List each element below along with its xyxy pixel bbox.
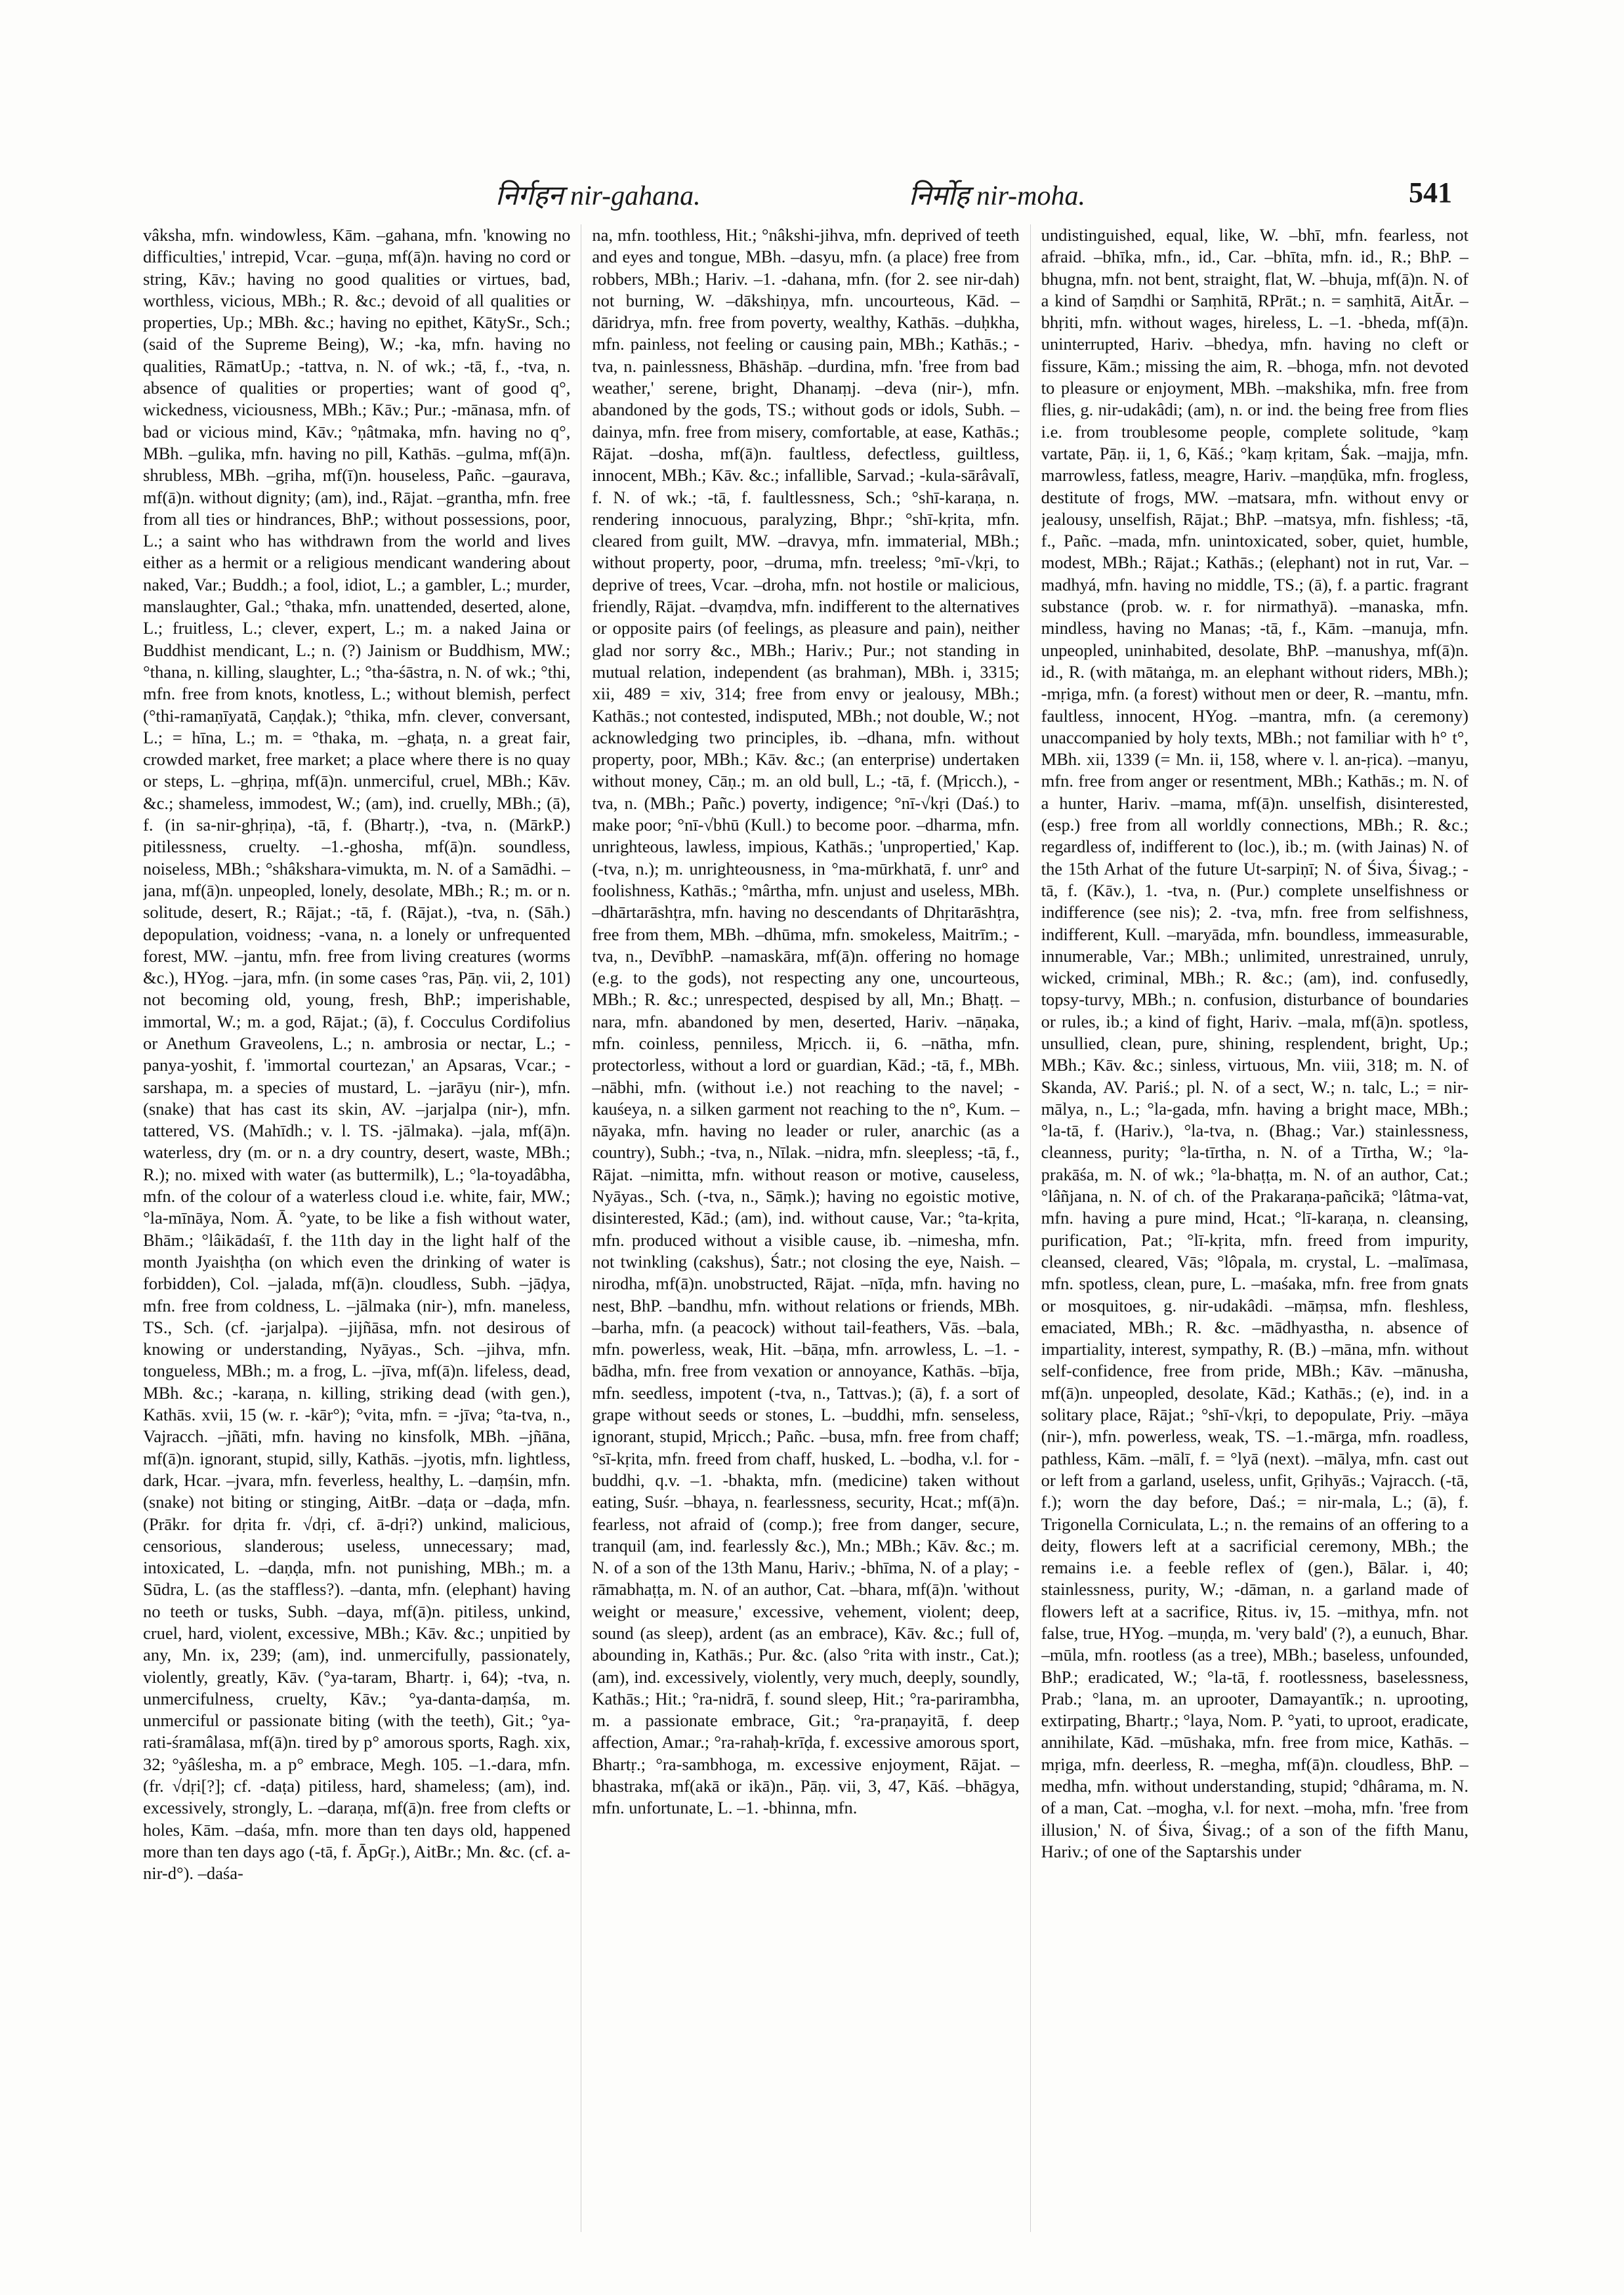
header-right-headword: निर्मोह nir-moha. <box>909 181 1085 211</box>
header-left-headword: निर्गहन nir-gahana. <box>495 181 701 211</box>
column-1-text: vâksha, mfn. windowless, Kām. –gahana, mfn. 'knowing no difficulties,' intrepid, Vcar. –guṇa, mf(ā)n. having no cord or string, Kāv.; having no good qualities or virtues, bad, worthless, vicious, MBh.; R. &c.; devoid of all qualities or properties, Up.; MBh. &c.; having no epithet, KātySr., Sch.; (said of the Supreme Being), W.; -ka, mfn. having no qualities, RāmatUp.; -tattva, n. N. of wk.; -tā, f., -tva, n. absence of qualities or properties; want of good q°, wickedness, viciousness, MBh.; Kāv.; Pur.; -mānasa, mfn. of bad or vicious mind, Kāv.; °ṇâtmaka, mfn. having no q°, MBh. –gulika, mfn. having no pill, Kathās. –gulma, mf(ā)n. shrubless, MBh. –gṛiha, mf(ī)n. houseless, Pañc. –gaurava, mf(ā)n. without dignity; (am), ind., Rājat. –grantha, mfn. free from all ties or hindrances, BhP.; without possessions, poor, L.; a saint who has withdrawn from the world and lives either as a hermit or a religious mendicant wandering about naked, Var.; Buddh.; a fool, idiot, L.; a gambler, L.; murder, manslaughter, Gal.; °thaka, mfn. unattended, deserted, alone, L.; fruitless, L.; clever, expert, L.; m. a naked Jaina or Buddhist mendicant, L.; n. (?) Jainism or Buddhism, MW.; °thana, n. killing, slaughter, L.; °tha-śāstra, n. N. of wk.; °thi, mfn. free from knots, knotless, L.; without blemish, perfect (°thi-ramaṇīyatā, Caṇḍak.); °thika, mfn. clever, conversant, L.; = hīna, L.; m. = °thaka, m. –ghaṭa, n. a great fair, crowded market, free market; a place where there is no quay or steps, L. –ghṛiṇa, mf(ā)n. unmerciful, cruel, MBh.; Kāv. &c.; shameless, immodest, W.; (am), ind. cruelly, MBh.; (ā), f. (in sa-nir-ghṛiṇa), -tā, f. (Bhartṛ.), -tva, n. (MārkP.) pitilessness, cruelty. –1.-ghosha, mf(ā)n. soundless, noiseless, MBh.; °shâkshara-vimukta, m. N. of a Samādhi. –jana, mf(ā)n. unpeopled, lonely, desolate, MBh.; R.; m. or n. solitude, desert, R.; Rājat.; -tā, f. (Rājat.), -tva, n. (Sāh.) depopulation, voidness; -vana, n. a lonely or unfrequented forest, MW. –jantu, mfn. free from living creatures (worms &c.), HYog. –jara, mfn. (in some cases °ras, Pāṇ. vii, 2, 101) not becoming old, young, fresh, BhP.; imperishable, immortal, W.; m. a god, Rājat.; (ā), f. Cocculus Cordifolius or Anethum Graveolens, L.; n. ambrosia or nectar, L.; -panya-yoshit, f. 'immortal courtezan,' an Apsaras, Vcar.; -sarshapa, m. a species of mustard, L. –jarāyu (nir-), mfn. (snake) that has cast its skin, AV. –jarjalpa (nir-), mfn. tattered, VS. (Mahīdh.; v. l. TS. -jālmaka). –jala, mf(ā)n. waterless, dry (m. or n. a dry country, desert, waste, MBh.; R.); no. mixed with water (as buttermilk), L.; °la-toyadâbha, mfn. of the colour of a waterless cloud i.e. white, fair, MW.; °la-mīnāya, Nom. Ā. °yate, to be like a fish without water, Bhām.; °lâikādaśī, f. the 11th day in the light half of the month Jyaishṭha (on which even the drinking of water is forbidden), Col. –jalada, mf(ā)n. cloudless, Subh. –jāḍya, mfn. free from coldness, L. –jālmaka (nir-), mfn. maneless, TS., Sch. (cf. -jarjalpa). –jijñāsa, mfn. not desirous of knowing or understanding, Nyāyas., Sch. –jihva, mfn. tongueless, MBh.; m. a frog, L. –jīva, mf(ā)n. lifeless, dead, MBh. &c.; -karaṇa, n. killing, striking dead (with gen.), Kathās. xvii, 15 (w. r. -kār°); °vita, mfn. = -jīva; °ta-tva, n., Vajracch. –jñāti, mfn. having no kinsfolk, MBh. –jñāna, mf(ā)n. ignorant, stupid, silly, Kathās. –jyotis, mfn. lightless, dark, Hcar. –jvara, mfn. feverless, healthy, L. –daṃśin, mfn. (snake) not biting or stinging, AitBr. –daṭa or –daḍa, mfn. (Prākr. for dṛita fr. √dṛi, cf. ā-dṛi?) unkind, malicious, censorious, slanderous; useless, unnecessary; mad, intoxicated, L. –daṇḍa, mfn. not punishing, MBh.; m. a Sūdra, L. (as the staffless?). –danta, mfn. (elephant) having no teeth or tusks, Subh. –daya, mf(ā)n. pitiless, unkind, cruel, hard, violent, excessive, MBh.; Kāv. &c.; unpitied by any, Mn. ix, 239; (am), ind. unmercifully, passionately, violently, greatly, Kāv. (°ya-taram, Bhartṛ. i, 64); -tva, n. unmercifulness, cruelty, Kāv.; °ya-danta-daṃśa, m. unmerciful or passionate biting (with the teeth), Git.; °ya-rati-śramâlasa, mf(ā)n. tired by p° amorous sports, Ragh. xix, 32; °yâślesha, m. a p° embrace, Megh. 105. –1.-dara, mfn. (fr. √dṛi[?]; cf. -daṭa) pitiless, hard, shameless; (am), ind. excessively, strongly, L. –daraṇa, mf(ā)n. free from clefts or holes, Kām. –daśa, mfn. more than ten days old, happened more than ten days ago (-tā, f. ĀpGṛ.), AitBr.; Mn. &c. (cf. a-nir-d°). –daśa- <box>143 225 571 1884</box>
running-head <box>0 176 1624 215</box>
page-number: 541 <box>1409 176 1452 209</box>
column-3-text: undistinguished, equal, like, W. –bhī, mfn. fearless, not afraid. –bhīka, mfn., id., Car. –bhīta, mfn. id., R.; BhP. –bhugna, mfn. not bent, straight, flat, W. –bhuja, mf(ā)n. N. of a kind of Saṃdhi or Saṃhitā, RPrāt.; n. = saṃhitā, AitĀr. –bhṛiti, mfn. without wages, hireless, L. –1. -bheda, mf(ā)n. uninterrupted, Hariv. –bhedya, mfn. having no cleft or fissure, Kām.; missing the aim, R. –bhoga, mfn. not devoted to pleasure or enjoyment, MBh. –makshika, mfn. free from flies, g. nir-udakâdi; (am), n. or ind. the being free from flies i.e. from troublesome people, complete solitude, °kaṃ vartate, Pāṇ. ii, 1, 6, Kāś.; °kaṃ kṛitam, Śak. –majja, mfn. marrowless, fatless, meagre, Hariv. –maṇḍūka, mfn. frogless, destitute of frogs, MW. –matsara, mfn. without envy or jealousy, unselfish, Rājat.; BhP. –matsya, mfn. fishless; -tā, f., Pañc. –mada, mfn. unintoxicated, sober, quiet, humble, modest, MBh.; Rājat.; Kathās.; (elephant) not in rut, Var. –madhyá, mfn. having no middle, TS.; (ā), f. a partic. fragrant substance (prob. w. r. for nirmathyā). –manaska, mfn. mindless, having no Manas; -tā, f., Kām. –manuja, mfn. unpeopled, uninhabited, desolate, BhP. –manushya, mf(ā)n. id., R. (with mātaṅga, m. an elephant without riders, MBh.); -mṛiga, mfn. (a forest) without men or deer, R. –mantu, mfn. faultless, innocent, HYog. –mantra, mfn. (a ceremony) unaccompanied by holy texts, MBh.; not familiar with h° t°, MBh. xii, 1339 (= Mn. ii, 158, where v. l. an-ṛica). –manyu, mfn. free from anger or resentment, MBh.; Kathās.; m. N. of a hunter, Hariv. –mama, mf(ā)n. unselfish, disinterested, (esp.) free from all worldly connections, MBh.; R. &c.; regardless of, indifferent to (loc.), ib.; m. (with Jainas) N. of the 15th Arhat of the future Ut-sarpiṇī; N. of Śiva, Śivag.; -tā, f. (Kāv.), 1. -tva, n. (Pur.) complete unselfishness or indifference (see nis); 2. -tva, mfn. free from selfishness, indifferent, Kull. –maryāda, mfn. boundless, immeasurable, innumerable, Var.; MBh.; unlimited, unrestrained, unruly, wicked, criminal, MBh.; R. &c.; (am), ind. confusedly, topsy-turvy, MBh.; n. confusion, disturbance of boundaries or rules, ib.; a kind of fight, Hariv. –mala, mf(ā)n. spotless, unsullied, clean, pure, shining, resplendent, bright, Up.; MBh.; Kāv. &c.; sinless, virtuous, Mn. viii, 318; m. N. of Skanda, AV. Pariś.; pl. N. of a sect, W.; n. talc, L.; = nir-mālya, n., L.; °la-gada, mfn. having a bright mace, MBh.; °la-tā, f. (Hariv.), °la-tva, n. (Bhag.; Var.) stainlessness, cleanness, purity; °la-tīrtha, n. N. of a Tīrtha, W.; °la-prakāśa, m. N. of wk.; °la-bhaṭṭa, m. N. of an author, Cat.; °lâñjana, n. N. of ch. of the Prakaraṇa-pañcikā; °lâtma-vat, mfn. having a pure mind, Hcat.; °lī-karaṇa, n. cleansing, purification, Pat.; °lī-kṛita, mfn. freed from impurity, cleansed, cleared, Vās; °lôpala, m. crystal, L. –malīmasa, mfn. spotless, clean, pure, L. –maśaka, mfn. free from gnats or mosquitoes, g. nir-udakâdi. –māṃsa, mfn. fleshless, emaciated, MBh.; R. &c. –mādhyastha, n. absence of impartiality, interest, sympathy, R. (B.) –māna, mfn. without self-confidence, free from pride, MBh.; Kāv. –mānusha, mf(ā)n. unpeopled, desolate, Kād.; Kathās.; (e), ind. in a solitary place, Rājat.; °shī-√kṛi, to depopulate, Priy. –māya (nir-), mfn. powerless, weak, TS. –1.-mārga, mfn. roadless, pathless, Kām. –mālī, f. = °lyā (next). –mālya, mfn. cast out or left from a garland, useless, unfit, Gṛihyās.; Vajracch. (-tā, f.); worn the day before, Daś.; = nir-mala, L.; (ā), f. Trigonella Corniculata, L.; n. the remains of an offering to a deity, flowers left at a sacrificial ceremony, MBh.; the remains i.e. a feeble reflex of (gen.), Bālar. i, 40; stainlessness, purity, W.; -dāman, n. a garland made of flowers left at a sacrifice, Ṛitus. iv, 15. –mithya, mfn. not false, true, HYog. –muṇḍa, m. 'very bald' (?), a eunuch, Bhar. –mūla, mfn. rootless (as a tree), MBh.; baseless, unfounded, BhP.; eradicated, W.; °la-tā, f. rootlessness, baselessness, Prab.; °lana, m. an uprooter, Damayantīk.; n. uprooting, extirpating, Bhartṛ.; °laya, Nom. P. °yati, to uproot, eradicate, annihilate, Kād. –mūshaka, mfn. free from mice, Kathās. –mṛiga, mfn. deerless, R. –megha, mf(ā)n. cloudless, BhP. –medha, mfn. without understanding, stupid; °dhârama, m. N. of a man, Cat. –mogha, v.l. for next. –moha, mfn. 'free from illusion,' N. of Śiva, Śivag.; of a son of the fifth Manu, Hariv.; of one of the Saptarshis under <box>1041 225 1468 1861</box>
column-divider <box>1030 224 1031 2232</box>
column-2-text: na, mfn. toothless, Hit.; °nâkshi-jihva, mfn. deprived of teeth and eyes and tongue, MBh. –dasyu, mfn. (a place) free from robbers, MBh.; Hariv. –1. -dahana, mfn. (for 2. see nir-dah) not burning, W. –dākshiṇya, mfn. uncourteous, Kād. –dāridrya, mfn. free from poverty, wealthy, Kathās. –duḥkha, mfn. painless, not feeling or causing pain, MBh.; Kathās.; -tva, n. painlessness, Bhāshāp. –durdina, mfn. 'free from bad weather,' serene, bright, Dhanaṃj. –deva (nir-), mfn. abandoned by the gods, TS.; without gods or idols, Subh. –dainya, mfn. free from misery, comfortable, at ease, Kathās.; Rājat. –dosha, mf(ā)n. faultless, defectless, guiltless, innocent, MBh.; Kāv. &c.; infallible, Sarvad.; -kula-sārâvalī, f. N. of wk.; -tā, f. faultlessness, Sch.; °shī-karaṇa, n. rendering innocuous, paralyzing, Bhpr.; °shī-kṛita, mfn. cleared from guilt, MW. –dravya, mfn. immaterial, MBh.; without property, poor, –druma, mfn. treeless; °mī-√kṛi, to deprive of trees, Vcar. –droha, mfn. not hostile or malicious, friendly, Rājat. –dvaṃdva, mfn. indifferent to the alternatives or opposite pairs (of feelings, as pleasure and pain), neither glad nor sorry &c., MBh.; Hariv.; Pur.; not standing in mutual relation, independent (as brahman), MBh. i, 3315; xii, 489 = xiv, 314; free from envy or jealousy, MBh.; Kathās.; not contested, indisputed, MBh.; not double, W.; not acknowledging two principles, ib. –dhana, mfn. without property, poor, MBh.; Kāv. &c.; (an enterprise) undertaken without money, Cāṇ.; m. an old bull, L.; -tā, f. (Mṛicch.), -tva, n. (MBh.; Pañc.) poverty, indigence; °nī-√kṛi (Daś.) to make poor; °nī-√bhū (Kull.) to become poor. –dharma, mfn. unrighteous, lawless, impious, Kathās.; 'unpropertied,' Kap. (-tva, n.); m. unrighteousness, in °ma-mūrkhatā, f. unr° and foolishness, Kathās.; °mârtha, mfn. unjust and useless, MBh. –dhārtarāshṭra, mfn. having no descendants of Dhṛitarāshṭra, free from them, MBh. –dhūma, mfn. smokeless, Maitrīm.; -tva, n., DevībhP. –namaskāra, mf(ā)n. offering no homage (e.g. to the gods), not respecting any one, uncourteous, MBh.; R. &c.; unrespected, despised by all, Mn.; Bhaṭṭ. –nara, mfn. abandoned by men, deserted, Hariv. –nāṇaka, mfn. coinless, penniless, Mṛicch. ii, 6. –nātha, mfn. protectorless, without a lord or guardian, Kād.; -tā, f., MBh. –nābhi, mfn. (without i.e.) not reaching to the navel; -kauśeya, n. a silken garment not reaching to the n°, Kum. –nāyaka, mfn. having no leader or ruler, anarchic (as a country), Subh.; -tva, n., Nīlak. –nidra, mfn. sleepless; -tā, f., Rājat. –nimitta, mfn. without reason or motive, causeless, Nyāyas., Sch. (-tva, n., Sāṃk.); having no egoistic motive, disinterested, Kād.; (am), ind. without cause, Var.; °ta-kṛita, mfn. produced without a visible cause, ib. –nimesha, mfn. not twinkling (cakshus), Śatr.; not closing the eye, Naish. –nirodha, mf(ā)n. unobstructed, Rājat. –nīḍa, mfn. having no nest, BhP. –bandhu, mfn. without relations or friends, MBh. –barha, mfn. (a peacock) without tail-feathers, Vās. –bala, mfn. powerless, weak, Hit. –bāṇa, mfn. arrowless, L. –1. -bādha, mfn. free from vexation or annoyance, Kathās. –bīja, mfn. seedless, impotent (-tva, n., Tattvas.); (ā), f. a sort of grape without seeds or stones, L. –buddhi, mfn. senseless, ignorant, stupid, Mṛicch.; Pañc. –busa, mfn. free from chaff; °sī-kṛita, mfn. freed from chaff, husked, L. –bodha, v.l. for -buddhi, q.v. –1. -bhakta, mfn. (medicine) taken without eating, Suśr. –bhaya, n. fearlessness, security, Hcat.; mf(ā)n. fearless, not afraid of (comp.); free from danger, secure, tranquil (am, ind. fearlessly &c.), Mn.; MBh.; Kāv. &c.; m. N. of a son of the 13th Manu, Hariv.; -bhīma, N. of a play; -rāmabhaṭṭa, m. N. of an author, Cat. –bhara, mf(ā)n. 'without weight or measure,' excessive, vehement, violent; deep, sound (as sleep), ardent (as an embrace), Kāv. &c.; full of, abounding in, Kathās.; Pur. &c. (also °rita with instr., Cat.); (am), ind. excessively, violently, very much, deeply, soundly, Kathās.; Hit.; °ra-nidrā, f. sound sleep, Hit.; °ra-parirambha, m. a passionate embrace, Git.; °ra-praṇayitā, f. deep affection, Amar.; °ra-rahaḥ-krīḍa, f. excessive amorous sport, Bhartṛ.; °ra-sambhoga, m. excessive enjoyment, Rājat. –bhastraka, mf(akā or ikā)n., Pāṇ. vii, 3, 47, Kāś. –bhāgya, mfn. unfortunate, L. –1. -bhinna, mfn. <box>592 225 1020 1818</box>
text-columns <box>143 224 1468 2245</box>
